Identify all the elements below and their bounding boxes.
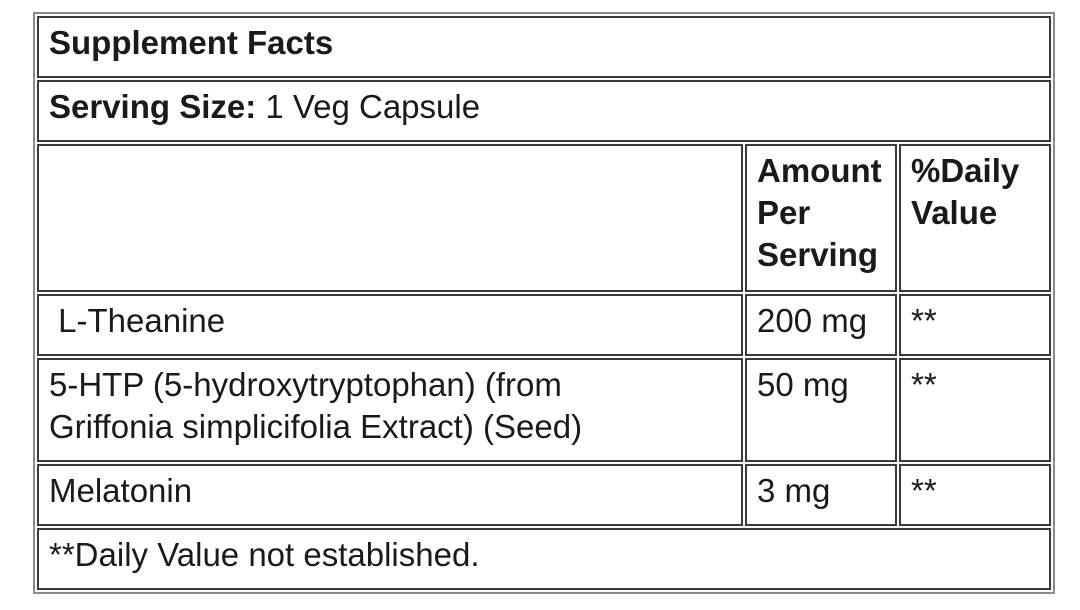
header-blank-cell <box>37 144 743 292</box>
title-row <box>37 16 1051 78</box>
ingredient-amount: 200 mg <box>745 294 897 356</box>
footnote-row <box>37 528 1051 590</box>
ingredient-amount: 3 mg <box>745 464 897 526</box>
table-title: Supplement Facts <box>37 16 1051 78</box>
ingredient-daily-value: ** <box>899 464 1051 526</box>
supplement-facts-table <box>33 12 1055 594</box>
ingredient-daily-value: ** <box>899 358 1051 462</box>
ingredient-row <box>37 464 1051 526</box>
ingredient-name: 5-HTP (5-hydroxytryptophan) (from Griffonia simplicifolia Extract) (Seed) <box>37 358 743 462</box>
ingredient-amount: 50 mg <box>745 358 897 462</box>
ingredient-daily-value: ** <box>899 294 1051 356</box>
header-amount-per-serving: Amount Per Serving <box>745 144 897 292</box>
ingredient-row <box>37 358 1051 462</box>
footnote: **Daily Value not established. <box>37 528 1051 590</box>
ingredient-row <box>37 294 1051 356</box>
serving-size-label: Serving Size: <box>49 88 257 125</box>
header-daily-value: %Daily Value <box>899 144 1051 292</box>
serving-size-cell <box>37 80 1051 142</box>
column-header-row <box>37 144 1051 292</box>
serving-size-row <box>37 80 1051 142</box>
ingredient-name: Melatonin <box>37 464 743 526</box>
ingredient-name: L-Theanine <box>37 294 743 356</box>
serving-size-value: 1 Veg Capsule <box>256 88 481 125</box>
